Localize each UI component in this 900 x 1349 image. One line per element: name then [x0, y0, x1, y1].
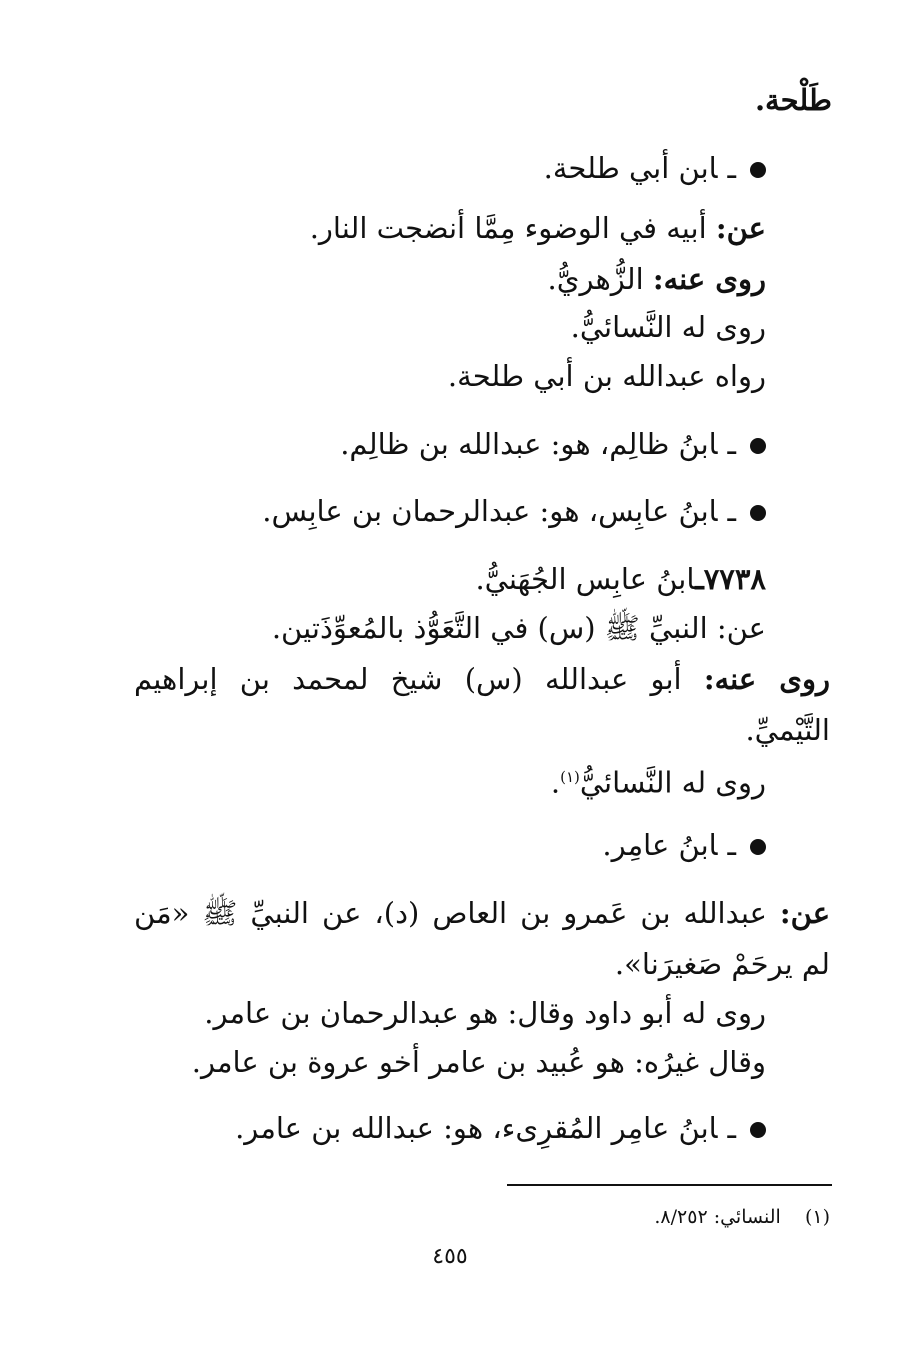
entry-header: ـابنُ ظالِم، هو: عبدالله بن ظالِم. — [340, 424, 766, 464]
bullet-icon — [750, 162, 766, 178]
page-number: ٤٥٥ — [432, 1244, 468, 1269]
rawah-line: رواه عبدالله بن أبي طلحة. — [447, 359, 766, 393]
rawa-anhu-line: روى عنه: أبو عبدالله (س) شيخ لمحمد بن إبراهيم — [134, 662, 830, 696]
bullet-icon — [750, 438, 766, 454]
footnote-rule — [507, 1184, 832, 1186]
footnote — [654, 1206, 830, 1228]
continuation-line: طَلْحة. — [754, 83, 832, 117]
entry-header: ـابنُ عامِر المُقرِىء، هو: عبدالله بن عامر. — [235, 1108, 766, 1148]
rawa-lahu-line: روى له النَّسائيُّ. — [570, 310, 766, 344]
entry-header: ـابن أبي طلحة. — [544, 148, 766, 188]
abu-dawud-line: روى له أبو داود وقال: هو عبدالرحمان بن عامر. — [204, 996, 766, 1030]
numbered-entry-header: ٧٧٣٨ـابنُ عابِس الجُهَنيُّ. — [475, 562, 766, 596]
footnote-mark: (١) — [804, 1206, 830, 1228]
bullet-icon — [750, 505, 766, 521]
entry-header: ـابنُ عابِس، هو: عبدالرحمان بن عابِس. — [262, 491, 766, 531]
footnote-text: النسائي: ٨/٢٥٢. — [654, 1206, 781, 1228]
bullet-icon — [750, 839, 766, 855]
an-continuation: لم يرحَمْ صَغيرَنا». — [614, 947, 830, 981]
footnote-ref: (١) — [560, 768, 580, 786]
an-line: عن: عبدالله بن عَمرو بن العاص (د)، عن النبيِّ ﷺ «مَن — [134, 896, 831, 930]
rawa-anhu-line: روى عنه: الزُّهريُّ. — [547, 262, 766, 296]
an-line: عن: النبيِّ ﷺ (س) في التَّعَوُّذ بالمُعوِّذَتين. — [271, 611, 766, 645]
ghayruh-line: وقال غيرُه: هو عُبيد بن عامر أخو عروة بن عامر. — [191, 1045, 766, 1079]
entry-header: ـابنُ عامِر. — [602, 825, 766, 865]
rawa-lahu-line: روى له النَّسائيُّ$^{(١)}$. — [550, 765, 766, 800]
rawa-anhu-continuation: التَّيْميِّ. — [745, 713, 830, 747]
an-line: عن: أبيه في الوضوء مِمَّا أنضجت النار. — [309, 211, 766, 245]
bullet-icon — [750, 1122, 766, 1138]
entry-number: ٧٧٣٨ـ — [695, 562, 766, 596]
